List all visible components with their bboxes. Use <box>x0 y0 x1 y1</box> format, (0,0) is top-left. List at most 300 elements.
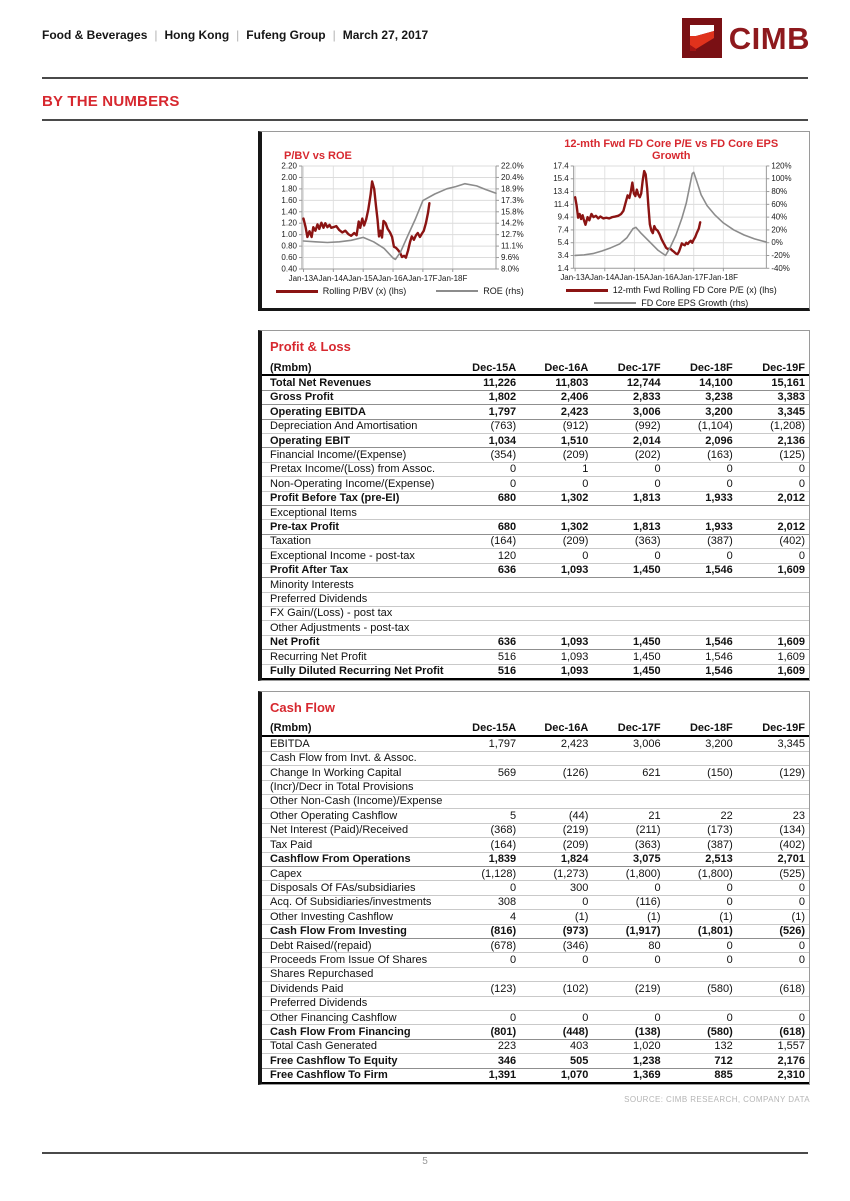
value-cell <box>665 621 737 635</box>
value-cell <box>737 751 809 765</box>
value-cell: 1,020 <box>592 1039 664 1053</box>
value-cell <box>448 967 520 981</box>
value-cell <box>592 996 664 1010</box>
table-row <box>262 491 809 505</box>
chart-title: 12-mth Fwd FD Core P/E vs FD Core EPS Growth <box>564 137 779 162</box>
table-row <box>262 578 809 592</box>
value-cell <box>592 751 664 765</box>
value-cell: 569 <box>448 766 520 780</box>
svg-text:0.80: 0.80 <box>281 241 297 251</box>
value-cell <box>665 751 737 765</box>
value-cell: 1,510 <box>520 434 592 448</box>
value-cell: 3,200 <box>665 736 737 751</box>
svg-text:1.60: 1.60 <box>281 195 297 205</box>
value-cell: (102) <box>520 982 592 996</box>
value-cell: 0 <box>737 953 809 967</box>
svg-text:8.0%: 8.0% <box>500 264 519 274</box>
value-cell: 1,302 <box>520 520 592 534</box>
table-row <box>262 881 809 895</box>
row-label: Taxation <box>262 534 448 548</box>
value-cell: 1,070 <box>520 1068 592 1083</box>
value-cell: 1,302 <box>520 491 592 505</box>
value-cell: 2,136 <box>737 434 809 448</box>
svg-text:14.2%: 14.2% <box>500 218 524 228</box>
row-label: Other Financing Cashflow <box>262 1011 448 1025</box>
svg-text:60%: 60% <box>771 199 788 209</box>
chart-plot-pbv-roe <box>268 162 532 284</box>
value-cell: (402) <box>737 838 809 852</box>
table-row <box>262 375 809 390</box>
row-label: Cash Flow From Financing <box>262 1025 448 1039</box>
value-cell <box>520 606 592 620</box>
value-cell: 12,744 <box>592 375 664 390</box>
value-cell <box>665 967 737 981</box>
value-cell: 1,557 <box>737 1039 809 1053</box>
value-cell <box>520 578 592 592</box>
svg-text:1.00: 1.00 <box>281 230 297 240</box>
value-cell: 1,546 <box>665 563 737 577</box>
value-cell: 1,839 <box>448 852 520 866</box>
svg-text:9.4: 9.4 <box>557 212 569 222</box>
chart-legend <box>536 285 808 308</box>
value-cell: 2,833 <box>592 390 664 404</box>
value-cell: 0 <box>592 953 664 967</box>
value-cell: 11,226 <box>448 375 520 390</box>
value-cell: 0 <box>520 953 592 967</box>
legend-row <box>536 298 808 308</box>
legend-item <box>436 286 524 296</box>
value-cell <box>737 996 809 1010</box>
value-cell: (816) <box>448 924 520 938</box>
report-header <box>42 18 810 58</box>
value-cell: (387) <box>665 534 737 548</box>
svg-text:1.20: 1.20 <box>281 218 297 228</box>
value-cell: 1,450 <box>592 664 664 679</box>
column-header: Dec-15A <box>448 361 520 375</box>
row-label: Proceeds From Issue Of Shares <box>262 953 448 967</box>
value-cell: 120 <box>448 549 520 563</box>
svg-text:15.4: 15.4 <box>553 174 569 184</box>
breadcrumb-item: Food & Beverages <box>42 28 148 42</box>
svg-text:17.3%: 17.3% <box>500 195 524 205</box>
value-cell <box>448 751 520 765</box>
value-cell <box>592 506 664 520</box>
table-row <box>262 1039 809 1053</box>
row-label: Change In Working Capital <box>262 766 448 780</box>
value-cell: 505 <box>520 1054 592 1068</box>
value-cell: 712 <box>665 1054 737 1068</box>
legend-row <box>264 286 536 296</box>
pnl-header-row <box>262 361 809 375</box>
value-cell <box>448 592 520 606</box>
table-row <box>262 867 809 881</box>
value-cell: 0 <box>665 549 737 563</box>
value-cell: 4 <box>448 910 520 924</box>
value-cell: 0 <box>665 895 737 909</box>
column-header: Dec-19F <box>737 722 809 736</box>
value-cell: (150) <box>665 766 737 780</box>
table-row <box>262 794 809 808</box>
value-cell: 346 <box>448 1054 520 1068</box>
cash-flow-table <box>262 722 809 1084</box>
value-cell: 2,423 <box>520 736 592 751</box>
cimb-logo-text: CIMB <box>728 20 810 56</box>
value-cell: (163) <box>665 448 737 462</box>
svg-text:1.80: 1.80 <box>281 184 297 194</box>
table-row <box>262 520 809 534</box>
table-row <box>262 982 809 996</box>
svg-text:7.4: 7.4 <box>557 225 569 235</box>
row-label: Cashflow From Operations <box>262 852 448 866</box>
value-cell: (202) <box>592 448 664 462</box>
row-label: Shares Repurchased <box>262 967 448 981</box>
row-label: Other Investing Cashflow <box>262 910 448 924</box>
chart-title: P/BV vs ROE <box>284 150 352 162</box>
value-cell <box>665 506 737 520</box>
breadcrumb-item: Hong Kong <box>164 28 230 42</box>
value-cell: (525) <box>737 867 809 881</box>
value-cell: 2,701 <box>737 852 809 866</box>
svg-text:12.7%: 12.7% <box>500 230 524 240</box>
value-cell: 680 <box>448 491 520 505</box>
value-cell <box>665 592 737 606</box>
table-row <box>262 852 809 866</box>
row-label: Dividends Paid <box>262 982 448 996</box>
value-cell: 300 <box>520 881 592 895</box>
value-cell: 3,345 <box>737 736 809 751</box>
row-label: Operating EBIT <box>262 434 448 448</box>
value-cell <box>737 794 809 808</box>
value-cell: (1,800) <box>592 867 664 881</box>
value-cell: 2,423 <box>520 405 592 419</box>
value-cell: (1,800) <box>665 867 737 881</box>
legend-line-swatch <box>276 290 318 293</box>
row-label: Pre-tax Profit <box>262 520 448 534</box>
value-cell <box>592 578 664 592</box>
value-cell: 0 <box>592 477 664 491</box>
svg-text:Jan-18F: Jan-18F <box>437 274 468 283</box>
value-cell <box>520 592 592 606</box>
table-row <box>262 462 809 476</box>
value-cell: 132 <box>665 1039 737 1053</box>
table-row <box>262 996 809 1010</box>
value-cell: 5 <box>448 809 520 823</box>
value-cell: (219) <box>592 982 664 996</box>
row-label: Exceptional Income - post-tax <box>262 549 448 563</box>
row-label: Free Cashflow To Equity <box>262 1054 448 1068</box>
value-cell: 0 <box>448 953 520 967</box>
value-cell: (992) <box>592 419 664 433</box>
column-header: Dec-16A <box>520 361 592 375</box>
column-header: Dec-17F <box>592 722 664 736</box>
legend-line-swatch <box>566 289 608 292</box>
value-cell: (209) <box>520 448 592 462</box>
value-cell <box>737 506 809 520</box>
cimb-logo-icon <box>682 18 722 58</box>
svg-text:18.9%: 18.9% <box>500 184 524 194</box>
row-label: EBITDA <box>262 736 448 751</box>
legend-label: ROE (rhs) <box>483 286 524 296</box>
chart-legend <box>264 286 536 296</box>
value-cell: 0 <box>592 462 664 476</box>
value-cell <box>448 794 520 808</box>
table-row <box>262 939 809 953</box>
row-label: Net Profit <box>262 635 448 649</box>
value-cell: 2,012 <box>737 520 809 534</box>
row-label: Profit After Tax <box>262 563 448 577</box>
value-cell <box>448 506 520 520</box>
row-label: Tax Paid <box>262 838 448 852</box>
svg-text:1.4: 1.4 <box>557 263 569 273</box>
value-cell: 2,012 <box>737 491 809 505</box>
value-cell: 1,450 <box>592 563 664 577</box>
value-cell <box>520 751 592 765</box>
row-label: Preferred Dividends <box>262 996 448 1010</box>
value-cell: (580) <box>665 982 737 996</box>
table-row <box>262 1011 809 1025</box>
row-label: Minority Interests <box>262 578 448 592</box>
table-row <box>262 390 809 404</box>
value-cell <box>665 794 737 808</box>
value-cell: (973) <box>520 924 592 938</box>
value-cell <box>665 606 737 620</box>
value-cell: (354) <box>448 448 520 462</box>
svg-text:Jan-15A: Jan-15A <box>619 273 650 283</box>
table-row <box>262 967 809 981</box>
legend-row <box>536 285 808 295</box>
svg-text:11.1%: 11.1% <box>500 241 523 251</box>
header-divider <box>42 77 808 79</box>
value-cell: (363) <box>592 838 664 852</box>
value-cell: (1,801) <box>665 924 737 938</box>
row-label: Gross Profit <box>262 390 448 404</box>
value-cell: 1,034 <box>448 434 520 448</box>
table-row <box>262 606 809 620</box>
svg-text:15.8%: 15.8% <box>500 207 524 217</box>
value-cell: 1,609 <box>737 563 809 577</box>
chart-pe-vs-eps-growth <box>536 135 808 308</box>
svg-text:120%: 120% <box>771 161 792 171</box>
table-row <box>262 549 809 563</box>
column-header: Dec-17F <box>592 361 664 375</box>
cimb-logo <box>682 18 810 58</box>
value-cell: (448) <box>520 1025 592 1039</box>
row-label: Profit Before Tax (pre-EI) <box>262 491 448 505</box>
svg-text:Jan-17F: Jan-17F <box>679 273 709 283</box>
profit-loss-panel <box>258 330 810 681</box>
profit-loss-table <box>262 361 809 680</box>
value-cell <box>592 592 664 606</box>
svg-text:Jan-14A: Jan-14A <box>318 274 348 283</box>
content-column <box>258 131 810 1104</box>
value-cell: (123) <box>448 982 520 996</box>
charts-panel <box>258 131 810 311</box>
svg-text:0.40: 0.40 <box>281 264 297 274</box>
value-cell <box>520 621 592 635</box>
svg-text:100%: 100% <box>771 174 792 184</box>
row-label: Capex <box>262 867 448 881</box>
value-cell: 3,383 <box>737 390 809 404</box>
value-cell: (912) <box>520 419 592 433</box>
value-cell: 2,310 <box>737 1068 809 1083</box>
value-cell: (387) <box>665 838 737 852</box>
value-cell: 3,006 <box>592 736 664 751</box>
svg-text:80%: 80% <box>771 186 788 196</box>
value-cell: 14,100 <box>665 375 737 390</box>
row-label: Other Operating Cashflow <box>262 809 448 823</box>
chart-plot-pe-eps <box>539 162 803 283</box>
value-cell: 1,933 <box>665 491 737 505</box>
breadcrumb-separator: | <box>236 28 240 42</box>
value-cell: 3,006 <box>592 405 664 419</box>
value-cell: 0 <box>737 1011 809 1025</box>
svg-text:13.4: 13.4 <box>553 186 569 196</box>
value-cell: (618) <box>737 1025 809 1039</box>
value-cell: 22 <box>665 809 737 823</box>
table-row <box>262 664 809 679</box>
svg-text:17.4: 17.4 <box>553 161 569 171</box>
value-cell: 1,933 <box>665 520 737 534</box>
value-cell: 516 <box>448 664 520 679</box>
value-cell: (211) <box>592 823 664 837</box>
value-cell <box>448 578 520 592</box>
svg-text:-20%: -20% <box>771 250 791 260</box>
row-label: Other Non-Cash (Income)/Expense <box>262 794 448 808</box>
table-row <box>262 910 809 924</box>
table-row <box>262 953 809 967</box>
value-cell: (1,273) <box>520 867 592 881</box>
value-cell <box>592 621 664 635</box>
value-cell: (129) <box>737 766 809 780</box>
svg-text:11.4: 11.4 <box>554 199 569 209</box>
value-cell: 1,609 <box>737 650 809 664</box>
value-cell <box>737 967 809 981</box>
value-cell: 1,797 <box>448 405 520 419</box>
table-row <box>262 1025 809 1039</box>
value-cell <box>520 506 592 520</box>
legend-item <box>566 285 777 295</box>
svg-text:20%: 20% <box>771 225 788 235</box>
value-cell <box>520 794 592 808</box>
value-cell: 636 <box>448 563 520 577</box>
value-cell <box>737 592 809 606</box>
table-row <box>262 751 809 765</box>
value-cell: 0 <box>592 549 664 563</box>
value-cell: 21 <box>592 809 664 823</box>
svg-text:9.6%: 9.6% <box>500 253 519 263</box>
svg-text:0%: 0% <box>771 238 784 248</box>
column-header: Dec-18F <box>665 722 737 736</box>
value-cell: 1,093 <box>520 563 592 577</box>
legend-item <box>276 286 407 296</box>
value-cell: (219) <box>520 823 592 837</box>
value-cell <box>665 780 737 794</box>
breadcrumb-separator: | <box>332 28 336 42</box>
value-cell: 0 <box>520 1011 592 1025</box>
svg-text:Jan-14A: Jan-14A <box>590 273 620 283</box>
value-cell <box>448 996 520 1010</box>
row-label: Preferred Dividends <box>262 592 448 606</box>
value-cell <box>592 794 664 808</box>
value-cell: 0 <box>665 881 737 895</box>
value-cell: 1,797 <box>448 736 520 751</box>
value-cell: (363) <box>592 534 664 548</box>
value-cell: (526) <box>737 924 809 938</box>
value-cell: 516 <box>448 650 520 664</box>
value-cell <box>448 780 520 794</box>
row-label: Financial Income/(Expense) <box>262 448 448 462</box>
value-cell: (402) <box>737 534 809 548</box>
legend-label: Rolling P/BV (x) (lhs) <box>322 286 407 296</box>
value-cell: (618) <box>737 982 809 996</box>
value-cell: 0 <box>665 939 737 953</box>
legend-line-swatch <box>436 290 478 292</box>
value-cell: 0 <box>737 549 809 563</box>
breadcrumb-item: March 27, 2017 <box>342 28 429 42</box>
value-cell: 1,369 <box>592 1068 664 1083</box>
value-cell: (116) <box>592 895 664 909</box>
cf-header-row <box>262 722 809 736</box>
table-row <box>262 405 809 419</box>
value-cell: (126) <box>520 766 592 780</box>
table-row <box>262 1054 809 1068</box>
value-cell: 1,238 <box>592 1054 664 1068</box>
value-cell: 0 <box>737 462 809 476</box>
chart-pbv-vs-roe <box>264 135 536 308</box>
value-cell: 0 <box>520 549 592 563</box>
svg-text:20.4%: 20.4% <box>500 172 524 182</box>
value-cell: 1,093 <box>520 650 592 664</box>
page-title: BY THE NUMBERS <box>42 93 180 110</box>
value-cell: 403 <box>520 1039 592 1053</box>
breadcrumb <box>42 18 428 42</box>
table-row <box>262 477 809 491</box>
value-cell: (580) <box>665 1025 737 1039</box>
value-cell: 1,609 <box>737 664 809 679</box>
svg-text:2.00: 2.00 <box>281 172 297 182</box>
row-label: Free Cashflow To Firm <box>262 1068 448 1083</box>
value-cell <box>592 606 664 620</box>
svg-text:-40%: -40% <box>771 263 791 273</box>
value-cell <box>520 780 592 794</box>
breadcrumb-item: Fufeng Group <box>246 28 326 42</box>
value-cell: (1) <box>737 910 809 924</box>
row-label: Net Interest (Paid)/Received <box>262 823 448 837</box>
title-divider <box>42 119 808 121</box>
svg-text:Jan-15A: Jan-15A <box>348 274 378 283</box>
svg-text:0.60: 0.60 <box>281 253 297 263</box>
value-cell <box>737 621 809 635</box>
value-cell: 885 <box>665 1068 737 1083</box>
value-cell: (209) <box>520 838 592 852</box>
svg-text:Jan-13A: Jan-13A <box>560 273 591 283</box>
cash-flow-panel <box>258 691 810 1085</box>
value-cell: 80 <box>592 939 664 953</box>
value-cell: 2,014 <box>592 434 664 448</box>
row-label: Other Adjustments - post-tax <box>262 621 448 635</box>
value-cell: 3,075 <box>592 852 664 866</box>
value-cell <box>592 967 664 981</box>
value-cell: 0 <box>737 939 809 953</box>
table-row <box>262 766 809 780</box>
value-cell: 2,513 <box>665 852 737 866</box>
value-cell: 2,176 <box>737 1054 809 1068</box>
column-header: Dec-15A <box>448 722 520 736</box>
column-header: Dec-18F <box>665 361 737 375</box>
value-cell: 1 <box>520 462 592 476</box>
value-cell: 3,238 <box>665 390 737 404</box>
column-header: Dec-19F <box>737 361 809 375</box>
